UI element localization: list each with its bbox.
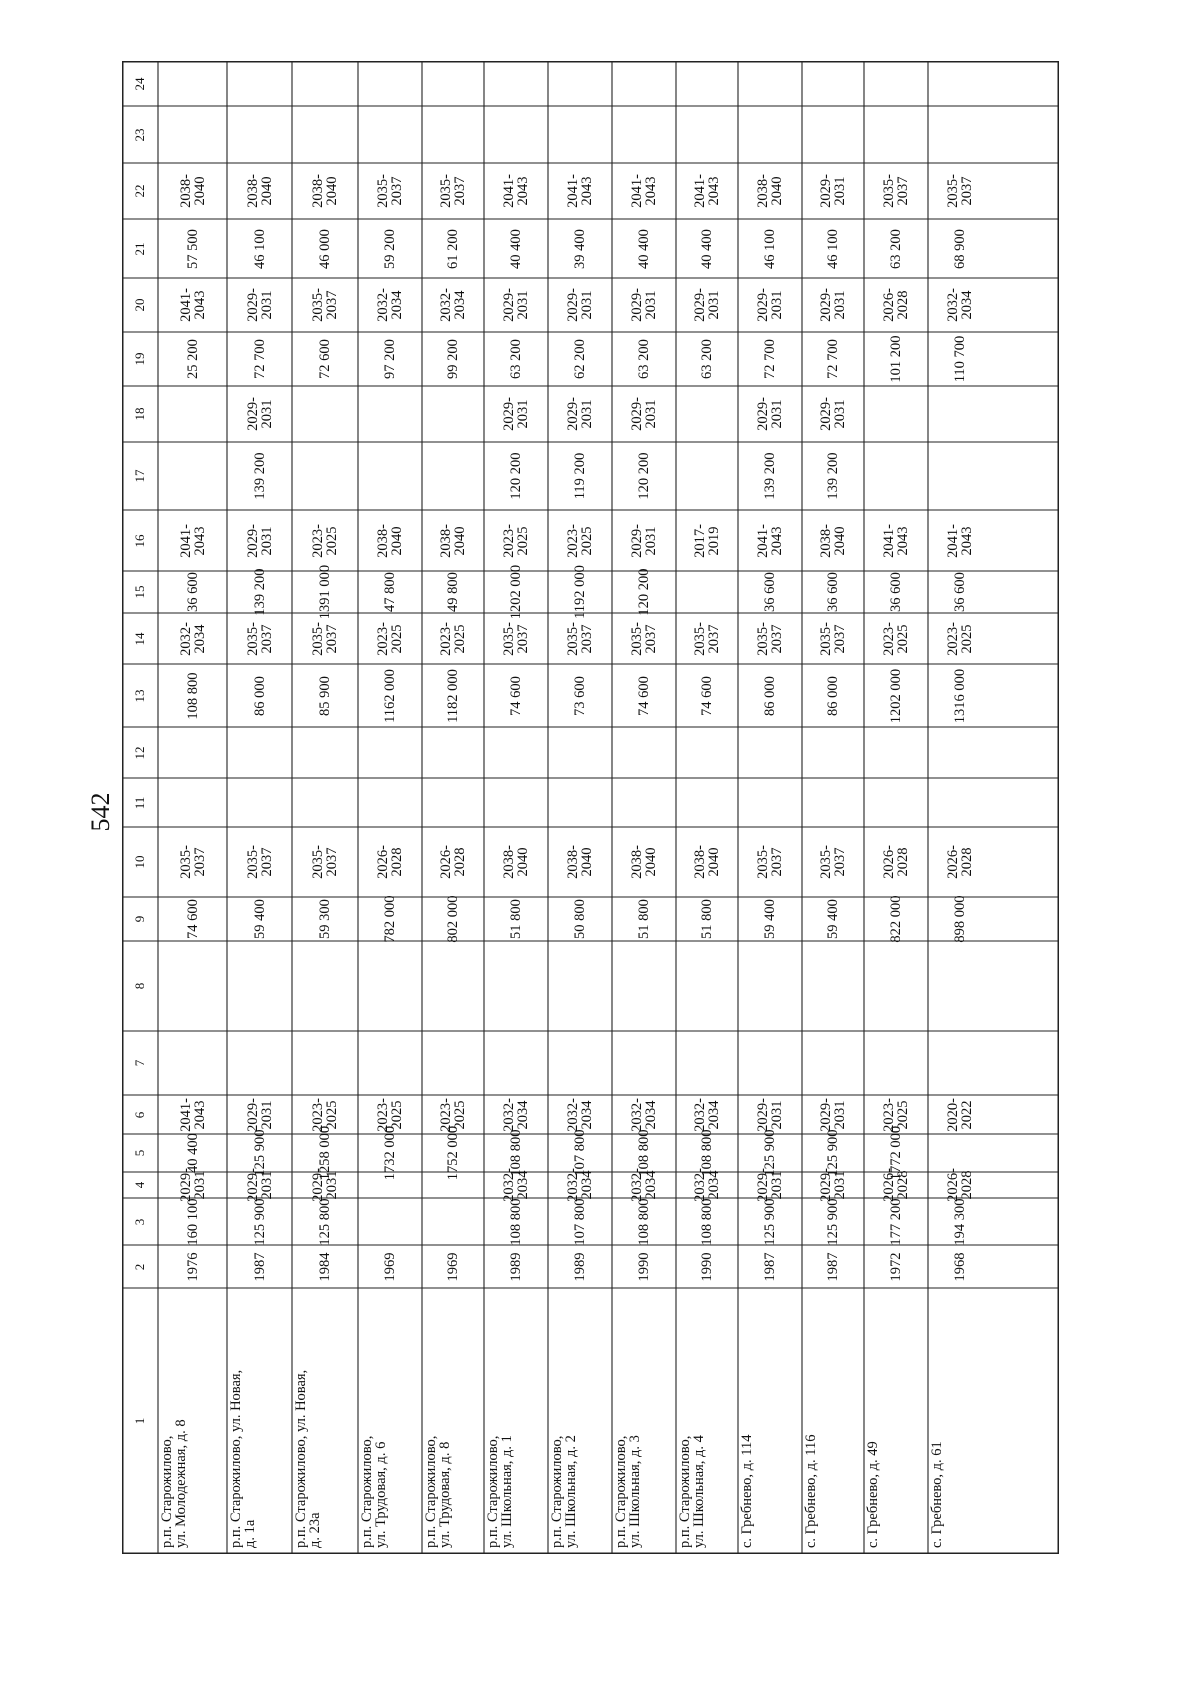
- table-cell: 2017- 2019: [692, 523, 722, 558]
- table-cell: 1752 000: [445, 1125, 461, 1181]
- table-cell: 1976: [184, 1252, 201, 1281]
- table-cell: 2029- 2031: [818, 1168, 848, 1202]
- table-cell: 2041- 2043: [692, 174, 722, 208]
- table-cell: 2041- 2043: [881, 523, 911, 558]
- table-cell: 822 000: [888, 895, 904, 943]
- table-cell: 2035- 2037: [565, 621, 595, 656]
- table-cell: 1772 000: [888, 1125, 904, 1181]
- table-cell: 2032- 2034: [629, 1097, 659, 1132]
- table-cell: 46 100: [251, 228, 268, 269]
- header-cell: 21: [132, 242, 147, 255]
- table-cell: 119 200: [572, 452, 588, 500]
- table-cell: 1984: [317, 1252, 333, 1281]
- table-cell: 2041- 2043: [755, 523, 785, 558]
- table-cell: 1989: [508, 1252, 524, 1281]
- address-cell: р.п. Старожилово, ул. Школьная, д. 4: [677, 1435, 707, 1548]
- table-cell: 61 200: [445, 228, 461, 269]
- table-cell: 2041- 2043: [501, 174, 531, 208]
- table-cell: 2029- 2031: [818, 174, 848, 208]
- table-cell: 2029- 2031: [755, 397, 785, 431]
- table-cell: 2029- 2031: [310, 1168, 340, 1202]
- table-cell: 40 400: [699, 228, 715, 269]
- table-cell: 2029- 2031: [501, 288, 531, 322]
- table-cell: 2035- 2037: [501, 621, 531, 656]
- table-cell: 2029- 2031: [629, 288, 659, 322]
- table-cell: 2029- 2031: [177, 1168, 208, 1202]
- table-cell: 74 600: [184, 899, 201, 939]
- table-cell: 2032- 2034: [565, 1097, 595, 1132]
- table-cell: 108 800: [184, 671, 201, 720]
- page-number: 542: [86, 792, 115, 832]
- table-cell: 101 200: [888, 335, 904, 383]
- table-cell: 72 700: [762, 339, 778, 379]
- table-cell: 139 200: [762, 452, 778, 500]
- table-cell: 107 800: [572, 1197, 588, 1246]
- header-cell: 13: [132, 689, 147, 702]
- table-cell: 2020- 2022: [944, 1097, 975, 1132]
- table-cell: 2032- 2034: [692, 1168, 722, 1202]
- table-cell: 63 200: [508, 339, 524, 379]
- table-cell: 40 400: [636, 228, 652, 269]
- table-cell: 2029- 2031: [244, 1168, 275, 1202]
- table-cell: 2023- 2025: [944, 621, 975, 656]
- table-cell: 2035- 2037: [310, 621, 340, 656]
- table-cell: 36 600: [825, 572, 841, 612]
- table-cell: 1989: [572, 1252, 588, 1281]
- table-cell: 2038- 2040: [629, 845, 659, 879]
- header-cell: 18: [132, 407, 147, 421]
- table-cell: 2032- 2034: [944, 288, 975, 322]
- table-cell: 125 800: [317, 1197, 333, 1246]
- table-cell: 2026- 2028: [881, 288, 911, 322]
- table-cell: 2023- 2025: [501, 523, 531, 558]
- address-cell: р.п. Старожилово, ул. Школьная, д. 3: [613, 1435, 643, 1548]
- table-cell: 1316 000: [951, 668, 968, 723]
- table-cell: 99 200: [445, 339, 461, 379]
- table-cell: 2035- 2037: [755, 621, 785, 656]
- address-cell: с. Гребнево, д. 49: [865, 1441, 881, 1548]
- header-cell: 2: [132, 1263, 147, 1270]
- table-cell: 125 900: [762, 1197, 778, 1246]
- table-cell: 2023- 2025: [881, 621, 911, 656]
- address-cell: с. Гребнево, д. 61: [929, 1441, 945, 1548]
- table-cell: 86 000: [762, 675, 778, 716]
- table-cell: 2038- 2040: [438, 523, 468, 558]
- table-cell: 1990: [636, 1252, 652, 1281]
- table-cell: 2038- 2040: [375, 523, 405, 558]
- table-cell: 1162 000: [382, 668, 398, 723]
- table-cell: 2041- 2043: [629, 174, 659, 208]
- table-grid: [122, 61, 1059, 1554]
- header-cell: 15: [132, 585, 147, 599]
- table-cell: 2023- 2025: [310, 523, 340, 558]
- table-cell: 2029- 2031: [755, 1097, 785, 1132]
- header-cell: 11: [132, 796, 147, 809]
- table-cell: 85 900: [317, 675, 333, 716]
- table-cell: 73 600: [572, 675, 588, 716]
- table-cell: 2035- 2037: [438, 174, 468, 208]
- table-cell: 2035- 2037: [755, 845, 785, 879]
- table-cell: 59 400: [251, 899, 268, 939]
- table-cell: 110 700: [951, 335, 968, 383]
- table-cell: 1202 000: [508, 564, 524, 620]
- table-cell: 2035- 2037: [692, 621, 722, 656]
- table-cell: 2029- 2031: [244, 523, 275, 558]
- table-cell: 2023- 2025: [438, 1097, 468, 1132]
- table-cell: 1258 000: [317, 1125, 333, 1181]
- table-cell: 2032- 2034: [177, 621, 208, 656]
- table-cell: 160 100: [184, 1197, 201, 1246]
- header-cell: 5: [132, 1149, 147, 1157]
- table-cell: 2035- 2037: [244, 845, 275, 879]
- table-cell: 1732 000: [382, 1125, 398, 1181]
- table-cell: 108 800: [508, 1129, 524, 1177]
- header-cell: 7: [132, 1059, 147, 1067]
- table-cell: 2038- 2040: [310, 174, 340, 208]
- table-cell: 2026- 2028: [375, 845, 405, 879]
- header-cell: 12: [132, 746, 147, 759]
- table-cell: 120 200: [636, 452, 652, 500]
- table-cell: 36 600: [951, 572, 968, 612]
- table-cell: 1202 000: [888, 668, 904, 723]
- table-cell: 802 000: [445, 895, 461, 943]
- table-cell: 36 600: [762, 572, 778, 612]
- table-cell: 2029- 2031: [565, 397, 595, 431]
- table-cell: 1987: [762, 1252, 778, 1281]
- table-cell: 40 400: [184, 1133, 201, 1173]
- address-cell: р.п. Старожилово, ул. Школьная, д. 2: [549, 1435, 579, 1548]
- table-cell: 108 800: [508, 1197, 524, 1246]
- table-cell: 2029- 2031: [818, 397, 848, 431]
- header-cell: 8: [132, 982, 147, 990]
- table-cell: 2023- 2025: [310, 1097, 340, 1132]
- table-cell: 51 800: [636, 899, 652, 939]
- header-cell: 4: [132, 1181, 147, 1189]
- table-cell: 2038- 2040: [501, 845, 531, 879]
- table-cell: 2029- 2031: [244, 397, 275, 431]
- table-cell: 2029- 2031: [629, 397, 659, 431]
- table-cell: 1972: [888, 1252, 904, 1281]
- table-cell: 2041- 2043: [177, 1097, 208, 1132]
- table-cell: 72 700: [251, 339, 268, 379]
- table-cell: 74 600: [508, 675, 524, 716]
- table-cell: 2029- 2031: [244, 1097, 275, 1132]
- table-cell: 2023- 2025: [565, 523, 595, 558]
- table-cell: 2035- 2037: [818, 845, 848, 879]
- table-cell: 2029- 2031: [755, 288, 785, 322]
- table-cell: 2038- 2040: [755, 174, 785, 208]
- table-cell: 108 800: [636, 1129, 652, 1177]
- table-cell: 63 200: [636, 339, 652, 379]
- table-cell: 2023- 2025: [375, 621, 405, 656]
- table-cell: 2041- 2043: [177, 288, 208, 322]
- table-cell: 125 900: [762, 1129, 778, 1177]
- table-cell: 2029- 2031: [818, 1097, 848, 1132]
- header-cell: 24: [132, 77, 147, 90]
- table-cell: 2035- 2037: [310, 288, 340, 322]
- table-cell: 108 800: [699, 1129, 715, 1177]
- header-cell: 14: [132, 632, 147, 645]
- table-cell: 46 100: [762, 228, 778, 269]
- address-cell: р.п. Старожилово, ул. Новая, д. 1а: [228, 1369, 258, 1548]
- header-cell: 23: [132, 128, 147, 141]
- table-cell: 108 800: [636, 1197, 652, 1246]
- table-cell: 120 200: [508, 452, 524, 500]
- table-cell: 108 800: [699, 1197, 715, 1246]
- table-cell: 2032- 2034: [501, 1097, 531, 1132]
- table-cell: 2029- 2031: [244, 288, 275, 322]
- table-cell: 2041- 2043: [177, 523, 208, 558]
- table-cell: 51 800: [699, 899, 715, 939]
- table-cell: 2035- 2037: [310, 845, 340, 879]
- table-cell: 86 000: [825, 675, 841, 716]
- table-cell: 2026- 2028: [881, 845, 911, 879]
- table-cell: 1391 000: [317, 564, 333, 620]
- address-cell: с. Гребнево, д. 116: [803, 1434, 819, 1548]
- table-cell: 1990: [699, 1252, 715, 1281]
- table-cell: 107 800: [572, 1129, 588, 1177]
- table-cell: 2026- 2028: [944, 1168, 975, 1202]
- table-cell: 36 600: [888, 572, 904, 612]
- table-cell: 86 000: [251, 675, 268, 716]
- table-cell: 125 900: [825, 1197, 841, 1246]
- table-cell: 2029- 2031: [565, 288, 595, 322]
- table-cell: 2032- 2034: [375, 288, 405, 322]
- table-cell: 46 100: [825, 228, 841, 269]
- table-cell: 72 600: [317, 339, 333, 379]
- table-cell: 2032- 2034: [438, 288, 468, 322]
- table-cell: 50 800: [572, 899, 588, 939]
- table-cell: 46 000: [317, 228, 333, 269]
- table-cell: 2038- 2040: [244, 174, 275, 208]
- header-cell: 6: [132, 1111, 147, 1118]
- table-cell: 125 900: [825, 1129, 841, 1177]
- table-cell: 2029- 2031: [755, 1168, 785, 1202]
- table-cell: 36 600: [184, 572, 201, 612]
- table-cell: 57 500: [184, 228, 201, 269]
- table-cell: 2035- 2037: [818, 621, 848, 656]
- address-cell: р.п. Старожилово, ул. Молодежная, д. 8: [159, 1419, 189, 1548]
- table-cell: 2038- 2040: [177, 174, 208, 208]
- table-cell: 2038- 2040: [565, 845, 595, 879]
- table-cell: 2035- 2037: [944, 174, 975, 208]
- table-cell: 2032- 2034: [629, 1168, 659, 1202]
- header-cell: 20: [132, 298, 147, 312]
- table-cell: 2035- 2037: [177, 845, 208, 879]
- table-cell: 1987: [251, 1252, 268, 1281]
- table-cell: 139 200: [251, 452, 268, 500]
- table-cell: 2026- 2028: [438, 845, 468, 879]
- table-cell: 1969: [382, 1252, 398, 1281]
- table-cell: 2032- 2034: [692, 1097, 722, 1132]
- table-cell: 125 900: [251, 1197, 268, 1246]
- address-cell: р.п. Старожилово, ул. Трудовая, д. 8: [423, 1435, 453, 1548]
- table-cell: 2023- 2025: [881, 1097, 911, 1132]
- address-cell: с. Гребнево, д. 114: [739, 1434, 755, 1548]
- header-cell: 10: [132, 855, 147, 869]
- table-cell: 139 200: [825, 452, 841, 500]
- table-cell: 125 900: [251, 1129, 268, 1177]
- table-cell: 2029- 2031: [501, 397, 531, 431]
- table-cell: 2026- 2028: [881, 1168, 911, 1202]
- address-cell: р.п. Старожилово, ул. Новая, д. 23а: [293, 1369, 323, 1548]
- table-cell: 2038- 2040: [818, 523, 848, 558]
- header-cell: 22: [132, 184, 147, 198]
- table-cell: 97 200: [382, 339, 398, 379]
- table-cell: 2026- 2028: [944, 845, 975, 879]
- table-cell: 194 300: [951, 1197, 968, 1246]
- table-cell: 898 000: [951, 895, 968, 943]
- table-cell: 51 800: [508, 899, 524, 939]
- table-border: [123, 62, 1059, 1554]
- table-cell: 1182 000: [445, 668, 461, 723]
- rotated-data-table: [122, 61, 1059, 1554]
- table-cell: 2023- 2025: [375, 1097, 405, 1132]
- table-cell: 1987: [825, 1252, 841, 1281]
- header-cell: 1: [132, 1417, 147, 1425]
- table-cell: 59 400: [825, 899, 841, 939]
- table-cell: 139 200: [251, 568, 268, 616]
- table-cell: 2035- 2037: [881, 174, 911, 208]
- table-cell: 72 700: [825, 339, 841, 379]
- table-cell: 782 000: [382, 895, 398, 943]
- table-cell: 1969: [445, 1252, 461, 1281]
- table-cell: 39 400: [572, 228, 588, 269]
- table-cell: 2035- 2037: [629, 621, 659, 656]
- header-cell: 17: [132, 469, 147, 483]
- header-cell: 3: [132, 1218, 147, 1225]
- header-cell: 19: [132, 352, 147, 366]
- table-cell: 59 300: [317, 899, 333, 939]
- table-cell: 1192 000: [572, 565, 588, 619]
- table-cell: 2041- 2043: [944, 523, 975, 558]
- table-cell: 68 900: [951, 228, 968, 269]
- table-cell: 63 200: [888, 228, 904, 269]
- table-cell: 62 200: [572, 339, 588, 379]
- table-cell: 2032- 2034: [565, 1168, 595, 1202]
- table-cell: 2029- 2031: [692, 288, 722, 322]
- table-cell: 2029- 2031: [818, 288, 848, 322]
- table-cell: 2041- 2043: [565, 174, 595, 208]
- table-cell: 1968: [951, 1252, 968, 1281]
- table-cell: 40 400: [508, 228, 524, 269]
- table-cell: 59 400: [762, 899, 778, 939]
- table-cell: 74 600: [636, 675, 652, 716]
- table-cell: 25 200: [184, 339, 201, 379]
- address-cell: р.п. Старожилово, ул. Школьная, д. 1: [485, 1435, 515, 1548]
- table-cell: 49 800: [445, 572, 461, 612]
- table-cell: 59 200: [382, 228, 398, 269]
- table-cell: 2035- 2037: [244, 621, 275, 656]
- table-cell: 63 200: [699, 339, 715, 379]
- table-cell: 2023- 2025: [438, 621, 468, 656]
- address-cell: р.п. Старожилово, ул. Трудовая, д. 6: [359, 1435, 389, 1548]
- table-cell: 2035- 2037: [375, 174, 405, 208]
- table-cell: 2038- 2040: [692, 845, 722, 879]
- table-cell: 177 200: [888, 1197, 904, 1246]
- table-cell: 2029- 2031: [629, 523, 659, 558]
- table-cell: 74 600: [699, 675, 715, 716]
- table-cell: 120 200: [636, 568, 652, 616]
- table-cell: 47 800: [382, 572, 398, 612]
- header-cell: 9: [132, 915, 147, 923]
- header-cell: 16: [132, 534, 147, 547]
- table-cell: 2032- 2034: [501, 1168, 531, 1202]
